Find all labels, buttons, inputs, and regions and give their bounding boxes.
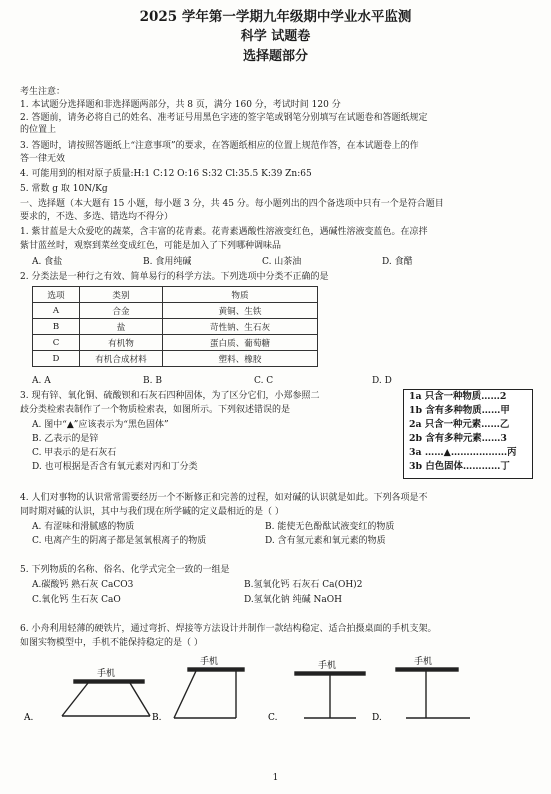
phone-label: 手机	[414, 657, 433, 667]
phone-label: 手机	[97, 669, 116, 679]
q3-stem: 歧分类检索表制作了一个物质检索表，如图所示。下列叙述错误的是	[20, 405, 291, 415]
section-title: 选择题部分	[242, 49, 308, 64]
figure-letter: B.	[152, 713, 162, 723]
table-header-row	[33, 287, 318, 303]
classification-table	[32, 286, 318, 367]
q1-stem: 紫甘蓝丝时，观察到菜丝变成红色，可能是加入了下列哪种调味品	[20, 241, 282, 251]
q2-option-a: A. A	[32, 376, 51, 386]
q2-option-b: B. B	[143, 376, 162, 386]
note-line: 3. 答题时，请按照答题纸上“注意事项”的要求，在答题纸相应的位置上规范作答，在本试题卷上的作	[20, 141, 419, 151]
q3-option-d: D. 也可根据是否含有氧元素对丙和丁分类	[32, 462, 198, 472]
stand-figure-d	[396, 668, 470, 718]
table-cell: B	[33, 319, 80, 335]
table-cell: 黄铜、生铁	[163, 303, 318, 319]
q4-option-a: A. 有涩味和滑腻感的物质	[32, 522, 135, 532]
q5-option-c: C.氧化钙 生石灰 CaO	[32, 595, 121, 605]
exam-subtitle: 科学 试题卷	[240, 29, 311, 44]
q5-stem: 5. 下列物质的名称、俗名、化学式完全一致的一组是	[20, 565, 230, 575]
exam-title: 2025 学年第一学期九年级期中学业水平监测	[139, 9, 412, 25]
note-line: 5. 常数 g 取 10N/Kg	[20, 184, 108, 194]
phone-label: 手机	[318, 661, 337, 671]
note-line: 2. 答题前，请务必将自己的姓名、准考证号用黑色字迹的签字笔或钢笔分别填写在试题卷和答题纸规定	[20, 113, 428, 123]
table-header: 类别	[80, 287, 163, 303]
table-cell: C	[33, 335, 80, 351]
figure-letter: A.	[24, 713, 34, 723]
note-line: 答一律无效	[20, 154, 66, 164]
table-cell: 盐	[80, 319, 163, 335]
key-line: 2a 只含一种元素……乙	[409, 419, 510, 430]
q3-stem: 3. 现有锌、氧化铜、硫酸钡和石灰石四种固体，为了区分它们，小郑参照二	[20, 391, 320, 401]
q1-option-c: C. 山茶油	[262, 257, 302, 267]
note-line: 4. 可能用到的相对原子质量:H:1 C:12 O:16 S:32 Cl:35.5 K:39 Zn:65	[20, 169, 312, 179]
phone-label: 手机	[200, 657, 219, 667]
q2-stem: 2. 分类法是一种行之有效、简单易行的科学方法。下列选项中分类不正确的是	[20, 272, 329, 282]
q4-option-d: D. 含有氢元素和氧元素的物质	[265, 536, 386, 546]
table-cell: 有机合成材料	[80, 351, 163, 367]
q5-option-d: D.氢氧化钠 纯碱 NaOH	[244, 595, 342, 605]
table-cell: A	[33, 303, 80, 319]
phone-stand-figures	[0, 652, 551, 732]
q4-stem: 同时期对碱的认识，其中与我们现在所学碱的定义最相近的是（ ）	[20, 507, 284, 517]
table-cell: 合金	[80, 303, 163, 319]
figure-letter: D.	[372, 713, 382, 723]
q3-option-c: C. 甲表示的是石灰石	[32, 448, 117, 458]
q3-option-a: A. 图中“▲”应该表示为“黑色固体”	[32, 420, 169, 430]
page-number: 1	[272, 773, 279, 783]
table-header: 物质	[163, 287, 318, 303]
key-line: 3b 白色固体…………丁	[409, 461, 510, 472]
q5-option-a: A.碳酸钙 熟石灰 CaCO3	[32, 580, 134, 590]
section-intro: 要求的，不选、多选、错选均不得分）	[20, 212, 174, 222]
table-row	[33, 335, 318, 351]
q1-stem: 1. 紫甘蓝是大众爱吃的蔬菜，含丰富的花青素。花青素遇酸性溶液变红色，遇碱性溶液变蓝色。在凉拌	[20, 227, 428, 237]
q2-option-d: D. D	[372, 376, 392, 386]
key-line: 2b 含有多种元素……3	[409, 433, 507, 444]
note-line: 1. 本试题分选择题和非选择题两部分，共 8 页，满分 160 分，考试时间 120 分	[20, 100, 341, 110]
notes-heading: 考生注意：	[20, 87, 66, 97]
dichotomous-key-box	[403, 389, 533, 479]
key-line: 1b 含有多种物质……甲	[409, 405, 510, 416]
table-cell: 有机物	[80, 335, 163, 351]
table-header: 选项	[33, 287, 80, 303]
q1-option-a: A. 食盐	[32, 257, 63, 267]
section-intro: 一、选择题（本大题有 15 小题，每小题 3 分，共 45 分。每小题列出的四个备选项中只有一个是符合题目	[20, 199, 444, 209]
q5-option-b: B.氢氧化钙 石灰石 Ca(OH)2	[244, 580, 363, 590]
q4-option-b: B. 能使无色酚酞试液变红的物质	[265, 522, 395, 532]
table-row	[33, 351, 318, 367]
table-row	[33, 319, 318, 335]
table-cell: 蛋白质、葡萄糖	[163, 335, 318, 351]
table-cell: 塑料、橡胶	[163, 351, 318, 367]
q1-option-b: B. 食用纯碱	[143, 257, 192, 267]
q3-option-b: B. 乙表示的是锌	[32, 434, 99, 444]
q1-option-d: D. 食醋	[382, 257, 413, 267]
stand-figure-a	[62, 680, 150, 716]
table-row	[33, 303, 318, 319]
table-cell: D	[33, 351, 80, 367]
figure-letter: C.	[268, 713, 278, 723]
q2-option-c: C. C	[254, 376, 274, 386]
key-line: 3a ……▲………………丙	[409, 447, 517, 458]
table-cell: 苛性钠、生石灰	[163, 319, 318, 335]
q6-stem: 6. 小舟利用轻薄的硬铁片，通过弯折、焊接等方法设计并制作一款结构稳定、适合拍摄桌面的手机支架。	[20, 624, 437, 634]
q4-stem: 4. 人们对事物的认识常常需要经历一个不断修正和完善的过程，如对碱的认识就是如此。下列各项是不	[20, 493, 428, 503]
key-line: 1a 只含一种物质……2	[409, 391, 507, 402]
stand-figure-c	[295, 672, 365, 718]
q6-stem: 如图实物模型中，手机不能保持稳定的是（ ）	[20, 638, 203, 648]
stand-figure-b	[174, 668, 244, 718]
note-line: 的位置上	[20, 125, 57, 135]
q4-option-c: C. 电离产生的阴离子都是氢氧根离子的物质	[32, 536, 207, 546]
